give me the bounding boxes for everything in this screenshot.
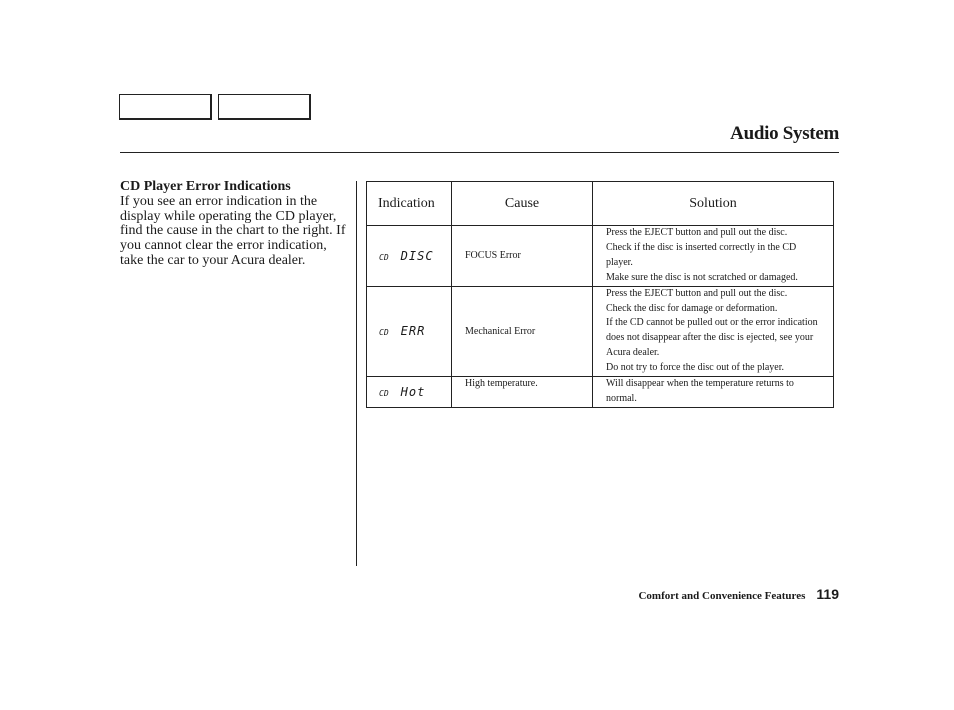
solution-line: Make sure the disc is not scratched or damaged. bbox=[606, 271, 798, 283]
lcd-error-code: ERR bbox=[400, 324, 426, 339]
column-header-indication: Indication bbox=[367, 182, 452, 226]
solution-line: Check if the disc is inserted correctly in the CD player. bbox=[606, 241, 797, 268]
lcd-error-code: DISC bbox=[400, 248, 434, 263]
intro-paragraph: If you see an error indication in the display while operating the CD player, find the cause in the chart to the right. If you cannot clear the error indication, take the car to your Acura dealer. bbox=[120, 193, 346, 268]
solution-cell bbox=[593, 226, 834, 287]
lcd-cd-label: CD bbox=[379, 328, 389, 338]
solution-cell bbox=[593, 377, 834, 408]
header-divider bbox=[120, 152, 839, 153]
indication-cell bbox=[367, 286, 452, 376]
page-title: Audio System bbox=[730, 123, 839, 144]
cause-cell: High temperature. bbox=[452, 377, 593, 408]
lcd-display-glyph bbox=[379, 385, 425, 399]
column-divider bbox=[356, 181, 357, 566]
table-row bbox=[367, 286, 834, 376]
solution-line: Press the EJECT button and pull out the disc. bbox=[606, 227, 788, 238]
lcd-cd-label: CD bbox=[379, 388, 389, 398]
table-row bbox=[367, 377, 834, 408]
solution-cell bbox=[593, 286, 834, 376]
intro-section bbox=[120, 180, 348, 269]
lcd-error-code: Hot bbox=[400, 384, 426, 399]
column-header-solution: Solution bbox=[593, 182, 834, 226]
indication-cell bbox=[367, 377, 452, 408]
footer-section-title: Comfort and Convenience Features bbox=[638, 590, 806, 602]
page-footer bbox=[638, 586, 839, 602]
column-header-cause: Cause bbox=[452, 182, 593, 226]
nav-tab-box[interactable] bbox=[119, 94, 212, 120]
section-subheading: CD Player Error Indications bbox=[120, 179, 291, 194]
lcd-display-glyph bbox=[379, 324, 425, 338]
lcd-display-glyph bbox=[379, 249, 434, 263]
error-indication-table bbox=[366, 181, 834, 408]
solution-line: Press the EJECT button and pull out the disc. bbox=[606, 287, 788, 299]
cause-cell: FOCUS Error bbox=[452, 226, 593, 287]
solution-line: If the CD cannot be pulled out or the error indication does not disappear after the disc is ejected, see your Acura dealer. bbox=[606, 317, 818, 359]
page-number: 119 bbox=[816, 586, 839, 602]
indication-cell bbox=[367, 226, 452, 287]
lcd-cd-label: CD bbox=[379, 252, 389, 262]
nav-tab-box[interactable] bbox=[218, 94, 311, 120]
solution-line: Will disappear when the temperature returns to normal. bbox=[606, 378, 794, 404]
solution-line: Check the disc for damage or deformation. bbox=[606, 302, 778, 314]
cause-cell: Mechanical Error bbox=[452, 286, 593, 376]
table-row bbox=[367, 226, 834, 287]
solution-line: Do not try to force the disc out of the player. bbox=[606, 362, 785, 374]
